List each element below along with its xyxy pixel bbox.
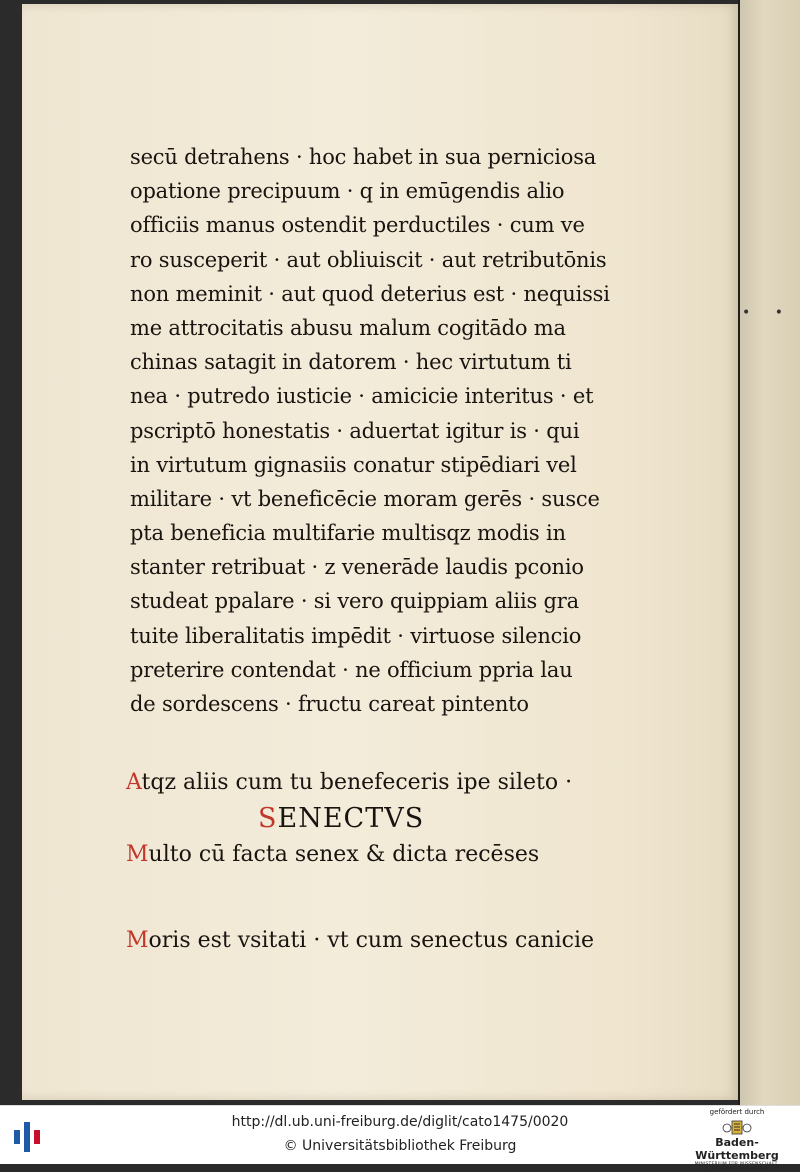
- rubric-initial: M: [126, 842, 149, 867]
- rubric-initial: M: [126, 928, 149, 953]
- text-line: chinas satagit in datorem · hec virtutum ti: [130, 350, 572, 375]
- text-line: opatione precipuum · q in emūgendis alio: [130, 179, 565, 204]
- verse-line-2: Multo cū facta senex & dicta recēses: [126, 842, 540, 867]
- text-line: tuite liberalitatis impēdit · virtuose silencio: [130, 623, 582, 648]
- rubric-initial: S: [258, 803, 278, 834]
- viewer-footer: [0, 1105, 800, 1172]
- book-page: [22, 4, 740, 1100]
- commentary-first-line: Moris est vsitati · vt cum senectus canicie: [126, 928, 595, 953]
- text-line: nea · putredo iusticie · amicicie interitus · et: [130, 384, 594, 409]
- text-line: me attrocitatis abusu malum cogitādo ma: [130, 315, 566, 340]
- text-line: in virtutum gignasiis conatur stipēdiari vel: [130, 452, 577, 477]
- sponsor-block: [682, 1108, 792, 1172]
- text-line: stanter retribuat · z venerāde laudis pconio: [130, 555, 584, 580]
- copyright-notice: © Universitätsbibliothek Freiburg: [283, 1138, 517, 1154]
- text-line: officiis manus ostendit perductiles · cum ve: [130, 213, 585, 238]
- sponsor-name: Baden-Württemberg: [695, 1136, 779, 1162]
- text-line: militare · vt beneficēcie moram gerēs · susce: [130, 486, 600, 511]
- section-heading: SENECTVS: [258, 803, 425, 834]
- text-line: pta beneficia multifarie multisqz modis in: [130, 521, 566, 546]
- verse-section: [126, 766, 646, 958]
- main-text-block: [130, 140, 650, 721]
- text-line: ro susceperit · aut obliuiscit · aut retributōnis: [130, 247, 607, 272]
- text-line: preterire contendat · ne officium ppria lau: [130, 657, 573, 682]
- rubric-initial: A: [126, 770, 142, 795]
- coat-of-arms-icon: [722, 1120, 752, 1138]
- sponsor-label: gefördert durch: [709, 1108, 765, 1116]
- text-line: studeat ppalare · si vero quippiam aliis gra: [130, 589, 579, 614]
- sponsor-ministry: MINISTERIUM FÜR WISSENSCHAFT, FORSCHUNG UND KUNST: [694, 1162, 780, 1172]
- text-line: secū detrahens · hoc habet in sua perniciosa: [130, 145, 597, 169]
- text-line: pscriptō honestatis · aduertat igitur is · qui: [130, 418, 580, 443]
- page-url-link[interactable]: http://dl.ub.uni-freiburg.de/diglit/cato1475/0020: [231, 1114, 569, 1130]
- adjacent-page-edge: [740, 0, 800, 1105]
- verse-line-1: Atqz aliis cum tu benefeceris ipe sileto ·: [126, 770, 573, 795]
- text-line: non meminit · aut quod deterius est · nequissi: [130, 281, 610, 306]
- text-line: de sordescens · fructu careat pintento: [130, 692, 529, 716]
- edge-dots: • •: [742, 305, 793, 321]
